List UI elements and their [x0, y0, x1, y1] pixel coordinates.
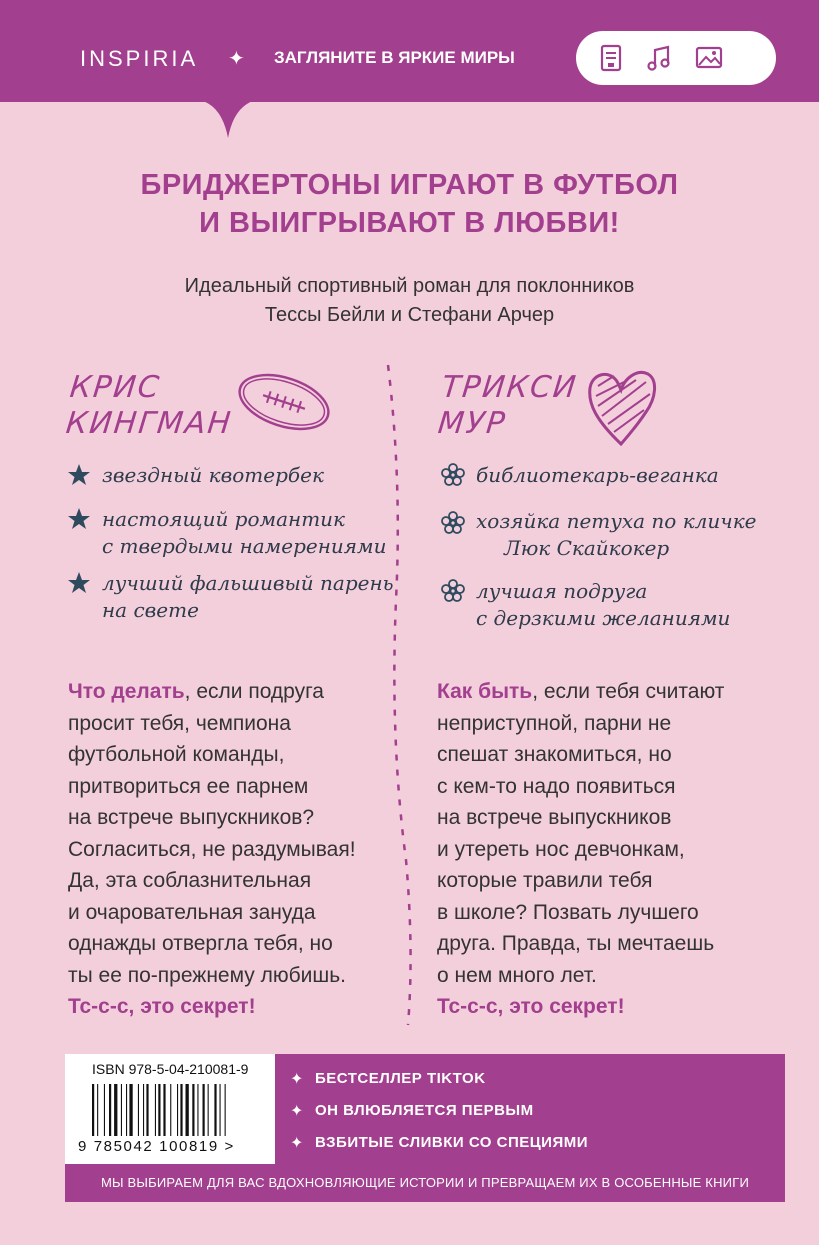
trait-line: Люк Скайкокер [504, 536, 670, 560]
description-line: и утереть нос девчонкам, [437, 837, 685, 861]
description-line: ты ее по-прежнему любишь. [68, 963, 346, 987]
description-line: однажды отвергла тебя, но [68, 932, 333, 955]
trait-line: с твердыми намерениями [102, 534, 387, 558]
trait-line: лучший фальшивый парень [102, 571, 394, 595]
name-line: ТРИКСИ [440, 370, 580, 405]
description-line: и очаровательная зануда [68, 900, 316, 924]
book-icon[interactable] [596, 43, 626, 73]
music-note-icon[interactable] [644, 43, 674, 73]
header-notch [200, 100, 256, 138]
football-icon [232, 366, 336, 438]
barcode-bar [138, 1084, 139, 1136]
description-line: в школе? Позвать лучшего [437, 900, 699, 924]
trait-item [476, 578, 730, 632]
headline [0, 166, 819, 242]
description-line: Согласиться, не раздумывая! [68, 837, 356, 861]
description-accent: Что делать [68, 680, 185, 703]
headline-line: БРИДЖЕРТОНЫ ИГРАЮТ В ФУТБОЛ [140, 169, 679, 201]
trait-line: хозяйка петуха по кличке [476, 509, 757, 533]
heart-icon [584, 364, 658, 452]
trait-item [476, 462, 719, 489]
trait-line: библиотекарь-веганка [476, 463, 719, 487]
header-tagline: ЗАГЛЯНИТЕ В ЯРКИЕ МИРЫ [274, 48, 515, 67]
barcode-bar [186, 1084, 189, 1136]
isbn-label: ISBN 978-5-04-210081-9 [92, 1061, 249, 1077]
barcode-bar [220, 1084, 221, 1136]
subtitle [0, 272, 819, 330]
barcode-bar [121, 1084, 122, 1136]
trait-line: на свете [102, 598, 199, 622]
barcode-bar [203, 1084, 205, 1136]
right-description [437, 676, 777, 1023]
name-line: МУР [436, 406, 509, 441]
flower-icon [440, 510, 466, 536]
secret-line: Тс-с-с, это секрет! [437, 995, 625, 1018]
trait-line: с дерзкими желаниями [476, 606, 731, 630]
barcode-bar [97, 1084, 98, 1136]
name-line: КИНГМАН [64, 406, 234, 441]
footer-slogan: МЫ ВЫБИРАЕМ ДЛЯ ВАС ВДОХНОВЛЯЮЩИЕ ИСТОРИИ И ПРЕВРАЩАЕМ ИХ В ОСОБЕННЫЕ КНИГИ [65, 1164, 785, 1202]
description-line: о нем много лет. [437, 963, 597, 987]
trait-item [102, 462, 324, 489]
barcode-bar [192, 1084, 194, 1136]
barcode-bar [163, 1084, 165, 1136]
barcode-bar [214, 1084, 216, 1136]
description-accent: Как быть [437, 680, 533, 703]
publisher-logo: INSPIRIA [80, 46, 199, 71]
description-line: с кем-то надо появиться [437, 774, 676, 798]
barcode-bar [177, 1084, 178, 1136]
sparkle-icon: ✦ [290, 1135, 304, 1152]
description-line: просит тебя, чемпиона [68, 711, 291, 735]
subtitle-line: Идеальный спортивный роман для поклонников [184, 275, 635, 297]
subtitle-line: Тессы Бейли и Стефани Арчер [264, 304, 555, 326]
barcode-bar [155, 1084, 156, 1136]
highlight-item: БЕСТСЕЛЛЕР TIKTOK [315, 1070, 486, 1087]
description-line: футбольной команды, [68, 743, 285, 766]
image-icon[interactable] [694, 43, 724, 73]
trait-line: настоящий романтик [102, 507, 345, 531]
trait-item [102, 570, 394, 624]
highlight-item: ВЗБИТЫЕ СЛИВКИ СО СПЕЦИЯМИ [315, 1134, 589, 1151]
description-line: Да, эта соблазнительная [68, 869, 312, 892]
barcode-bar [114, 1084, 117, 1136]
trait-item [476, 508, 756, 562]
secret-line: Тс-с-с, это секрет! [68, 995, 256, 1018]
barcode-bar [146, 1084, 148, 1136]
character-name-trixie [436, 370, 579, 442]
description-line: друга. Правда, ты мечтаешь [437, 932, 715, 955]
description-line: спешат знакомиться, но [437, 743, 672, 766]
barcode-bar [104, 1084, 105, 1136]
barcode-bar [129, 1084, 132, 1136]
trait-line: звездный квотербек [102, 463, 324, 487]
star-icon [66, 570, 92, 596]
description-line: , если подруга [184, 680, 324, 703]
description-line: которые травили тебя [437, 869, 653, 892]
barcode-bar [143, 1084, 144, 1136]
star-icon [66, 462, 92, 488]
flower-icon [440, 578, 466, 604]
left-description [68, 676, 378, 1023]
barcode-bar [92, 1084, 94, 1136]
description-line: на встрече выпускников? [68, 806, 315, 829]
description-line: , если тебя считают [532, 680, 725, 703]
trait-line: лучшая подруга [476, 579, 648, 603]
column-divider [382, 360, 422, 1030]
barcode-bar [197, 1084, 198, 1136]
sparkle-icon: ✦ [290, 1103, 304, 1120]
barcode-bar [208, 1084, 209, 1136]
star-icon [66, 506, 92, 532]
barcode-bar [126, 1084, 127, 1136]
barcode-bar [225, 1084, 226, 1136]
barcode-bar [109, 1084, 111, 1136]
headline-line: И ВЫИГРЫВАЮТ В ЛЮБВИ! [199, 207, 620, 239]
sparkle-icon: ✦ [290, 1071, 304, 1088]
flower-icon [440, 462, 466, 488]
sparkle-icon: ✦ [228, 48, 245, 70]
character-name-chris [64, 370, 238, 442]
barcode-bar [180, 1084, 182, 1136]
description-line: неприступной, парни не [437, 711, 672, 735]
description-line: притвориться ее парнем [68, 774, 309, 798]
description-line: на встрече выпускников [437, 806, 672, 829]
barcode-bar [158, 1084, 160, 1136]
trait-item [102, 506, 387, 560]
name-line: КРИС [68, 370, 163, 405]
barcode [92, 1084, 262, 1136]
barcode-bar [170, 1084, 171, 1136]
barcode-digits: 9 785042 100819 > [78, 1138, 235, 1155]
media-icons-pill [576, 31, 776, 85]
highlight-item: ОН ВЛЮБЛЯЕТСЯ ПЕРВЫМ [315, 1102, 534, 1119]
